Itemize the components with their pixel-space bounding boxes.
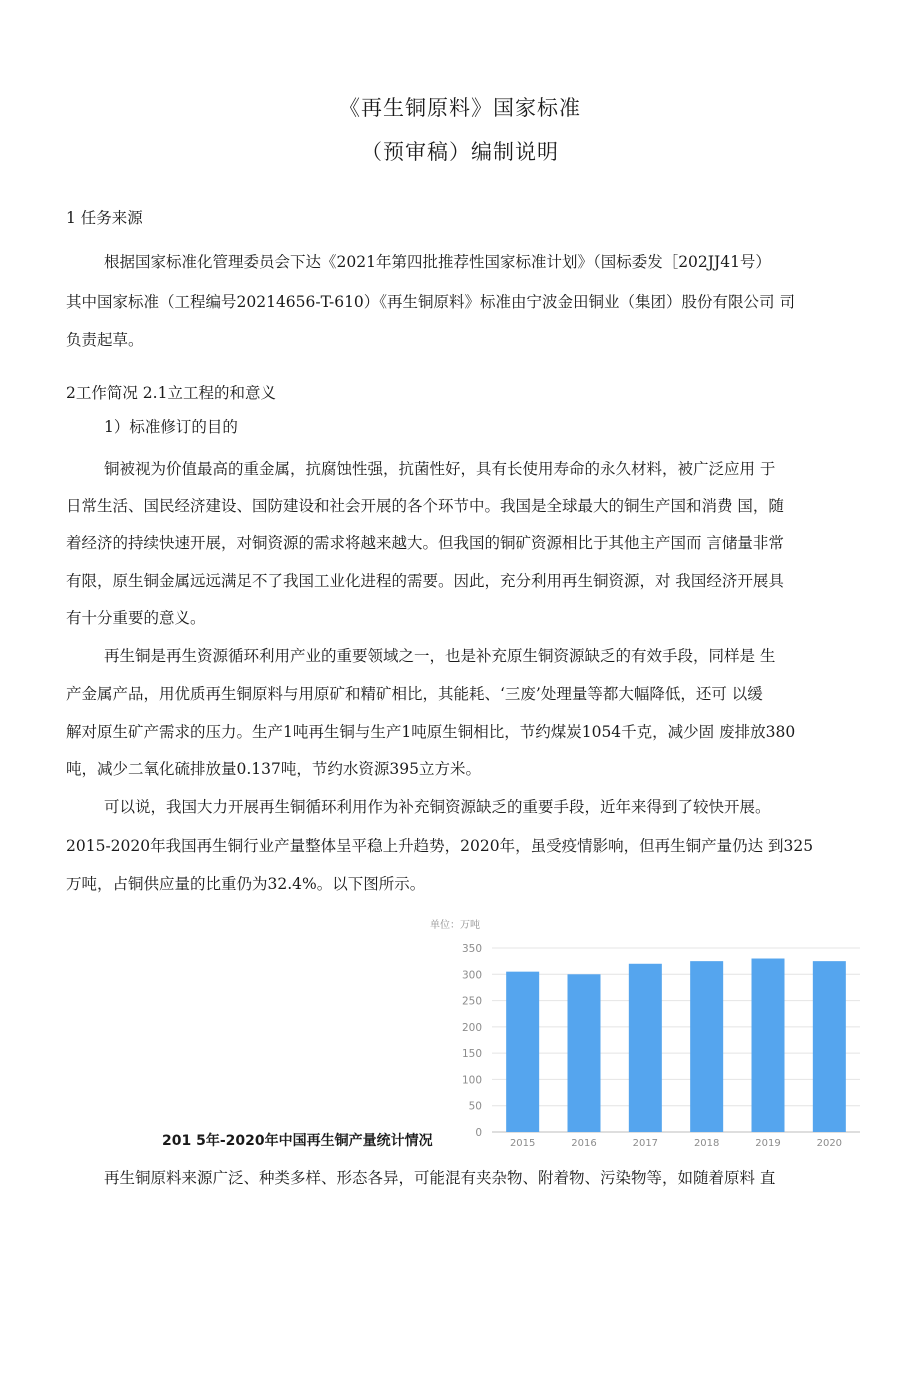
bar-2016: [568, 974, 601, 1132]
chart-caption: 201 5年-2020年中国再生铜产量统计情况: [162, 1133, 433, 1149]
paragraph-line: 负责起草。: [66, 331, 144, 349]
paragraph-line: 万吨，占铜供应量的比重仍为32.4%。以下图所示。: [66, 875, 426, 893]
bar-2015: [506, 972, 539, 1132]
section-2-subheading: 1）标准修订的目的: [104, 418, 238, 436]
paragraph-line: 2015-2020年我国再生铜行业产量整体呈平稳上升趋势，2020年，虽受疫情影响，但再生铜产量仍达 到325: [66, 837, 814, 855]
section-2-heading: 2工作简况 2.1立工程的和意义: [66, 384, 276, 402]
x-tick-label: 2018: [693, 1138, 720, 1149]
bar-2019: [752, 959, 785, 1132]
y-tick-label: 350: [461, 943, 482, 955]
document-title: 《再生铜原料》国家标准: [339, 96, 581, 120]
x-tick-label: 2015: [509, 1138, 536, 1149]
y-tick-label: 100: [461, 1074, 482, 1087]
y-tick-label: 50: [468, 1100, 482, 1113]
section-1-heading: 1 任务来源: [66, 209, 143, 227]
paragraph-line: 有十分重要的意义。: [66, 609, 206, 627]
x-tick-label: 2020: [816, 1138, 843, 1149]
y-tick-label: 150: [461, 1048, 482, 1061]
y-tick-label: 300: [461, 969, 482, 982]
document-subtitle: （预审稿）编制说明: [361, 140, 559, 164]
bar-2018: [690, 961, 723, 1132]
production-bar-chart: [420, 912, 870, 1152]
bar-2020: [813, 961, 846, 1132]
paragraph-line: 着经济的持续快速开展，对铜资源的需求将越来越大。但我国的铜矿资源相比于其他主产国而 言储量非常: [66, 534, 784, 552]
paragraph-line: 再生铜原料来源广泛、种类多样、形态各异，可能混有夹杂物、附着物、污染物等，如随着原料 直: [104, 1169, 776, 1187]
x-tick-label: 2016: [571, 1138, 597, 1149]
x-tick-label: 2019: [755, 1138, 781, 1149]
paragraph-line: 可以说，我国大力开展再生铜循环利用作为补充铜资源缺乏的重要手段，近年来得到了较快开展。: [104, 798, 771, 816]
y-tick-label: 200: [461, 1021, 482, 1034]
paragraph-line: 吨，减少二氧化硫排放量0.137吨，节约水资源395立方米。: [66, 760, 481, 778]
paragraph-line: 产金属产品，用优质再生铜原料与用原矿和精矿相比，其能耗、‘三废’处理量等都大幅降低，还可 以缓: [66, 685, 763, 703]
paragraph-line: 再生铜是再生资源循环利用产业的重要领域之一，也是补充原生铜资源缺乏的有效手段，同样是 生: [104, 647, 776, 665]
y-tick-label: 0: [475, 1127, 482, 1139]
chart-unit-label: 单位：万吨: [430, 920, 480, 931]
paragraph-line: 其中国家标准（工程编号20214656-T-610）《再生铜原料》标准由宁波金田铜业（集团）股份有限公司 司: [66, 293, 795, 311]
paragraph-line: 解对原生矿产需求的压力。生产1吨再生铜与生产1吨原生铜相比，节约煤炭1054千克，减少固 废排放380: [66, 723, 796, 741]
paragraph-line: 日常生活、国民经济建设、国防建设和社会开展的各个环节中。我国是全球最大的铜生产国和消费 国，随: [66, 497, 784, 515]
paragraph-line: 铜被视为价值最高的重金属，抗腐蚀性强，抗菌性好，具有长使用寿命的永久材料，被广泛应用 于: [104, 460, 776, 478]
bar-2017: [629, 964, 662, 1132]
y-tick-label: 250: [461, 995, 482, 1008]
paragraph-line: 根据国家标准化管理委员会下达《2021年第四批推荐性国家标准计划》（国标委发［202JJ41号）: [104, 253, 771, 271]
x-tick-label: 2017: [632, 1138, 659, 1149]
paragraph-line: 有限，原生铜金属远远满足不了我国工业化进程的需要。因此，充分利用再生铜资源，对 我国经济开展具: [66, 572, 784, 590]
